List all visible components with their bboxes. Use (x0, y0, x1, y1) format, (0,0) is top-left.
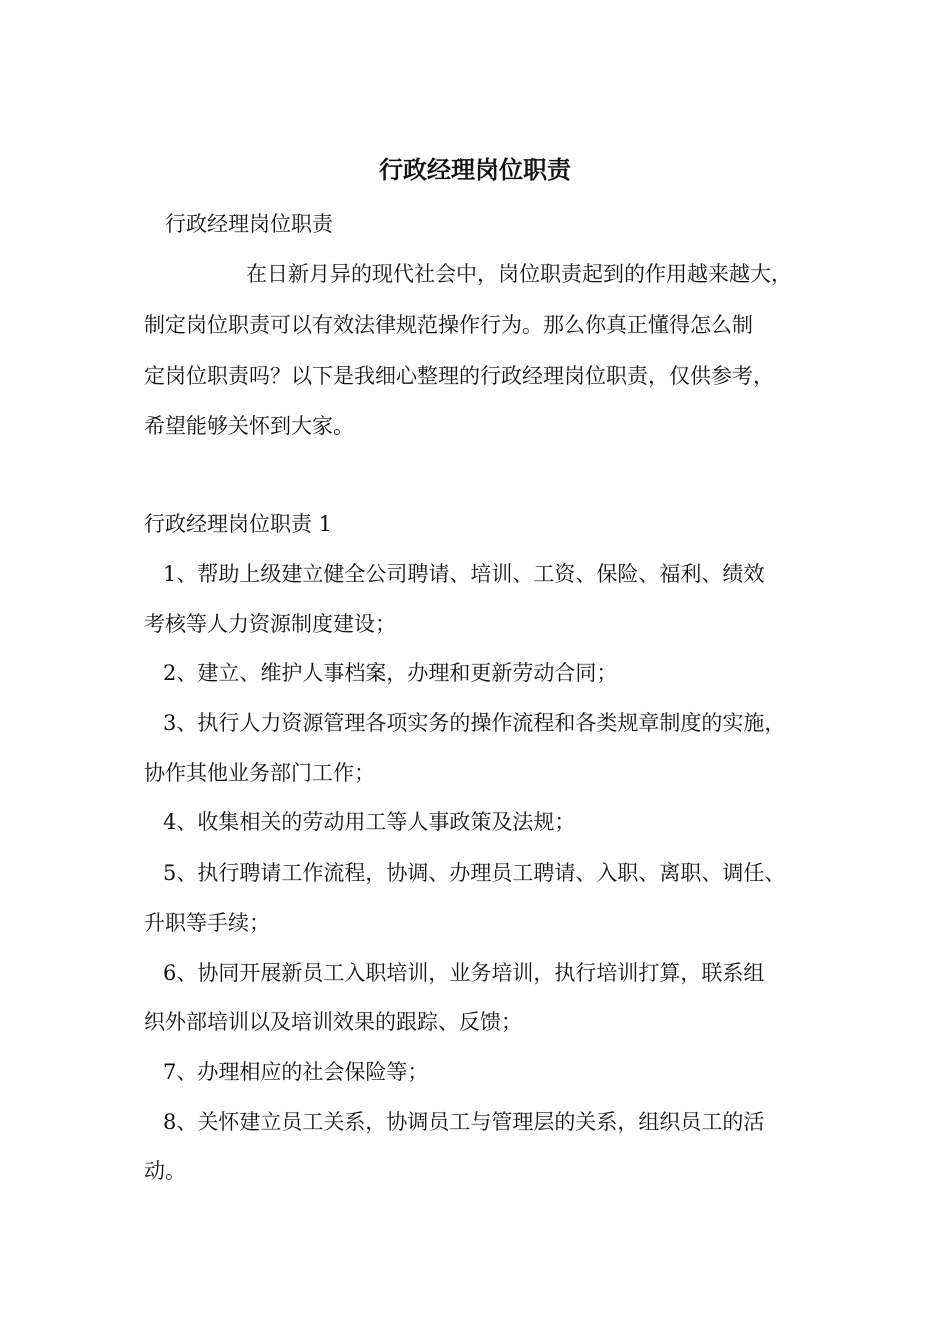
intro-line-1: 在日新月异的现代社会中，岗位职责起到的作用越来越大， (246, 262, 792, 286)
item-line-5: 协作其他业务部门工作； (144, 761, 375, 785)
document-title: 行政经理岗位职责 (379, 155, 571, 184)
item-line-7: 5、执行聘请工作流程，协调、办理员工聘请、入职、离职、调任、 (163, 861, 786, 885)
section-heading: 行政经理岗位职责 1 (144, 512, 333, 536)
item-line-2: 考核等人力资源制度建设； (144, 612, 396, 636)
intro-line-3: 定岗位职责吗？以下是我细心整理的行政经理岗位职责，仅供参考， (144, 364, 774, 388)
item-line-10: 织外部培训以及培训效果的跟踪、反馈； (144, 1010, 522, 1034)
item-line-1: 1、帮助上级建立健全公司聘请、培训、工资、保险、福利、绩效 (163, 562, 765, 586)
item-line-4: 3、执行人力资源管理各项实务的操作流程和各类规章制度的实施， (163, 711, 786, 735)
intro-line-2: 制定岗位职责可以有效法律规范操作行为。那么你真正懂得怎么制 (144, 313, 753, 337)
item-line-13: 动。 (144, 1159, 186, 1183)
item-line-6: 4、收集相关的劳动用工等人事政策及法规； (163, 810, 576, 834)
item-line-12: 8、关怀建立员工关系，协调员工与管理层的关系，组织员工的活 (163, 1110, 765, 1134)
item-line-9: 6、协同开展新员工入职培训，业务培训，执行培训打算，联系组 (163, 961, 765, 985)
item-line-3: 2、建立、维护人事档案，办理和更新劳动合同； (163, 661, 618, 685)
intro-line-4: 希望能够关怀到大家。 (144, 414, 354, 438)
item-line-11: 7、办理相应的社会保险等； (163, 1060, 429, 1084)
item-line-8: 升职等手续； (144, 911, 270, 935)
document-subtitle: 行政经理岗位职责 (165, 212, 333, 236)
